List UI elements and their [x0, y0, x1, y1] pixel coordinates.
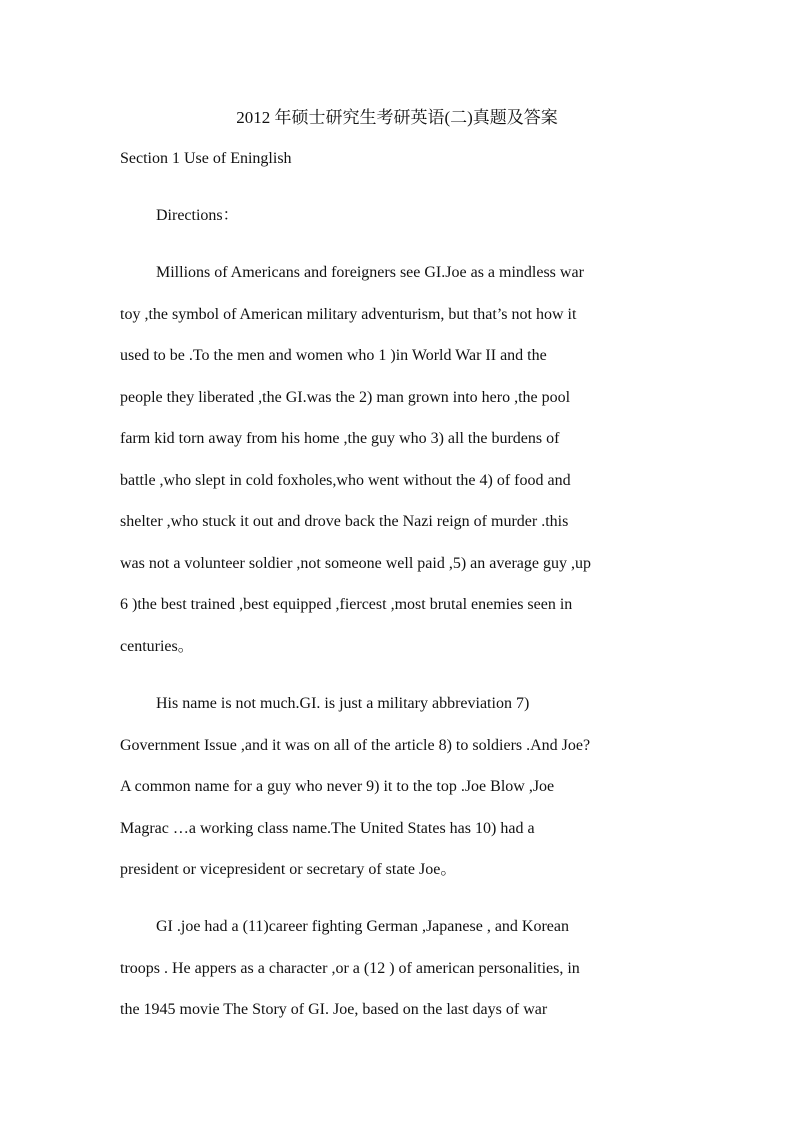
paragraph-3	[120, 913, 680, 1038]
paragraph-line: troops . He appers as a character ,or a (12 ) of american personalities, in	[120, 959, 580, 977]
paragraph-line: used to be .To the men and women who 1 )in World War II and the	[120, 347, 547, 364]
paragraph-line: 6 )the best trained ,best equipped ,fiercest ,most brutal enemies seen in	[120, 596, 573, 613]
paragraph-2	[120, 690, 680, 898]
paragraph-line: centuries。	[120, 637, 194, 655]
paragraph-line: battle ,who slept in cold foxholes,who went without the 4) of food and	[120, 471, 571, 489]
paragraph-line: was not a volunteer soldier ,not someone well paid ,5) an average guy ,up	[120, 554, 591, 572]
section-heading: Section 1 Use of Eninglish	[120, 150, 292, 167]
paragraph-line: people they liberated ,the GI.was the 2) man grown into hero ,the pool	[120, 388, 571, 406]
directions-label: Directions：	[156, 207, 239, 224]
paragraph-line: Magrac …a working class name.The United States has 10) had a	[120, 819, 535, 837]
paragraph-line: president or vicepresident or secretary of state Joe。	[120, 861, 457, 878]
paragraph-line: shelter ,who stuck it out and drove back the Nazi reign of murder .this	[120, 513, 569, 530]
paragraph-line: His name is not much.GI. is just a military abbreviation 7)	[156, 695, 530, 712]
paragraph-line: Government Issue ,and it was on all of the article 8) to soldiers .And Joe?	[120, 736, 591, 754]
paragraph-line: GI .joe had a (11)career fighting German ,Japanese , and Korean	[156, 918, 569, 935]
paragraph-line: the 1945 movie The Story of GI. Joe, based on the last days of war	[120, 1001, 548, 1018]
paragraph-line: Millions of Americans and foreigners see GI.Joe as a mindless war	[156, 264, 584, 281]
paragraph-line: toy ,the symbol of American military adventurism, but that’s not how it	[120, 305, 577, 323]
paragraph-1	[120, 259, 680, 674]
paragraph-line: farm kid torn away from his home ,the guy who 3) all the burdens of	[120, 430, 560, 447]
paragraph-line: A common name for a guy who never 9) it to the top .Joe Blow ,Joe	[120, 778, 555, 795]
document-title: 2012 年硕士研究生考研英语(二)真题及答案	[236, 108, 558, 127]
